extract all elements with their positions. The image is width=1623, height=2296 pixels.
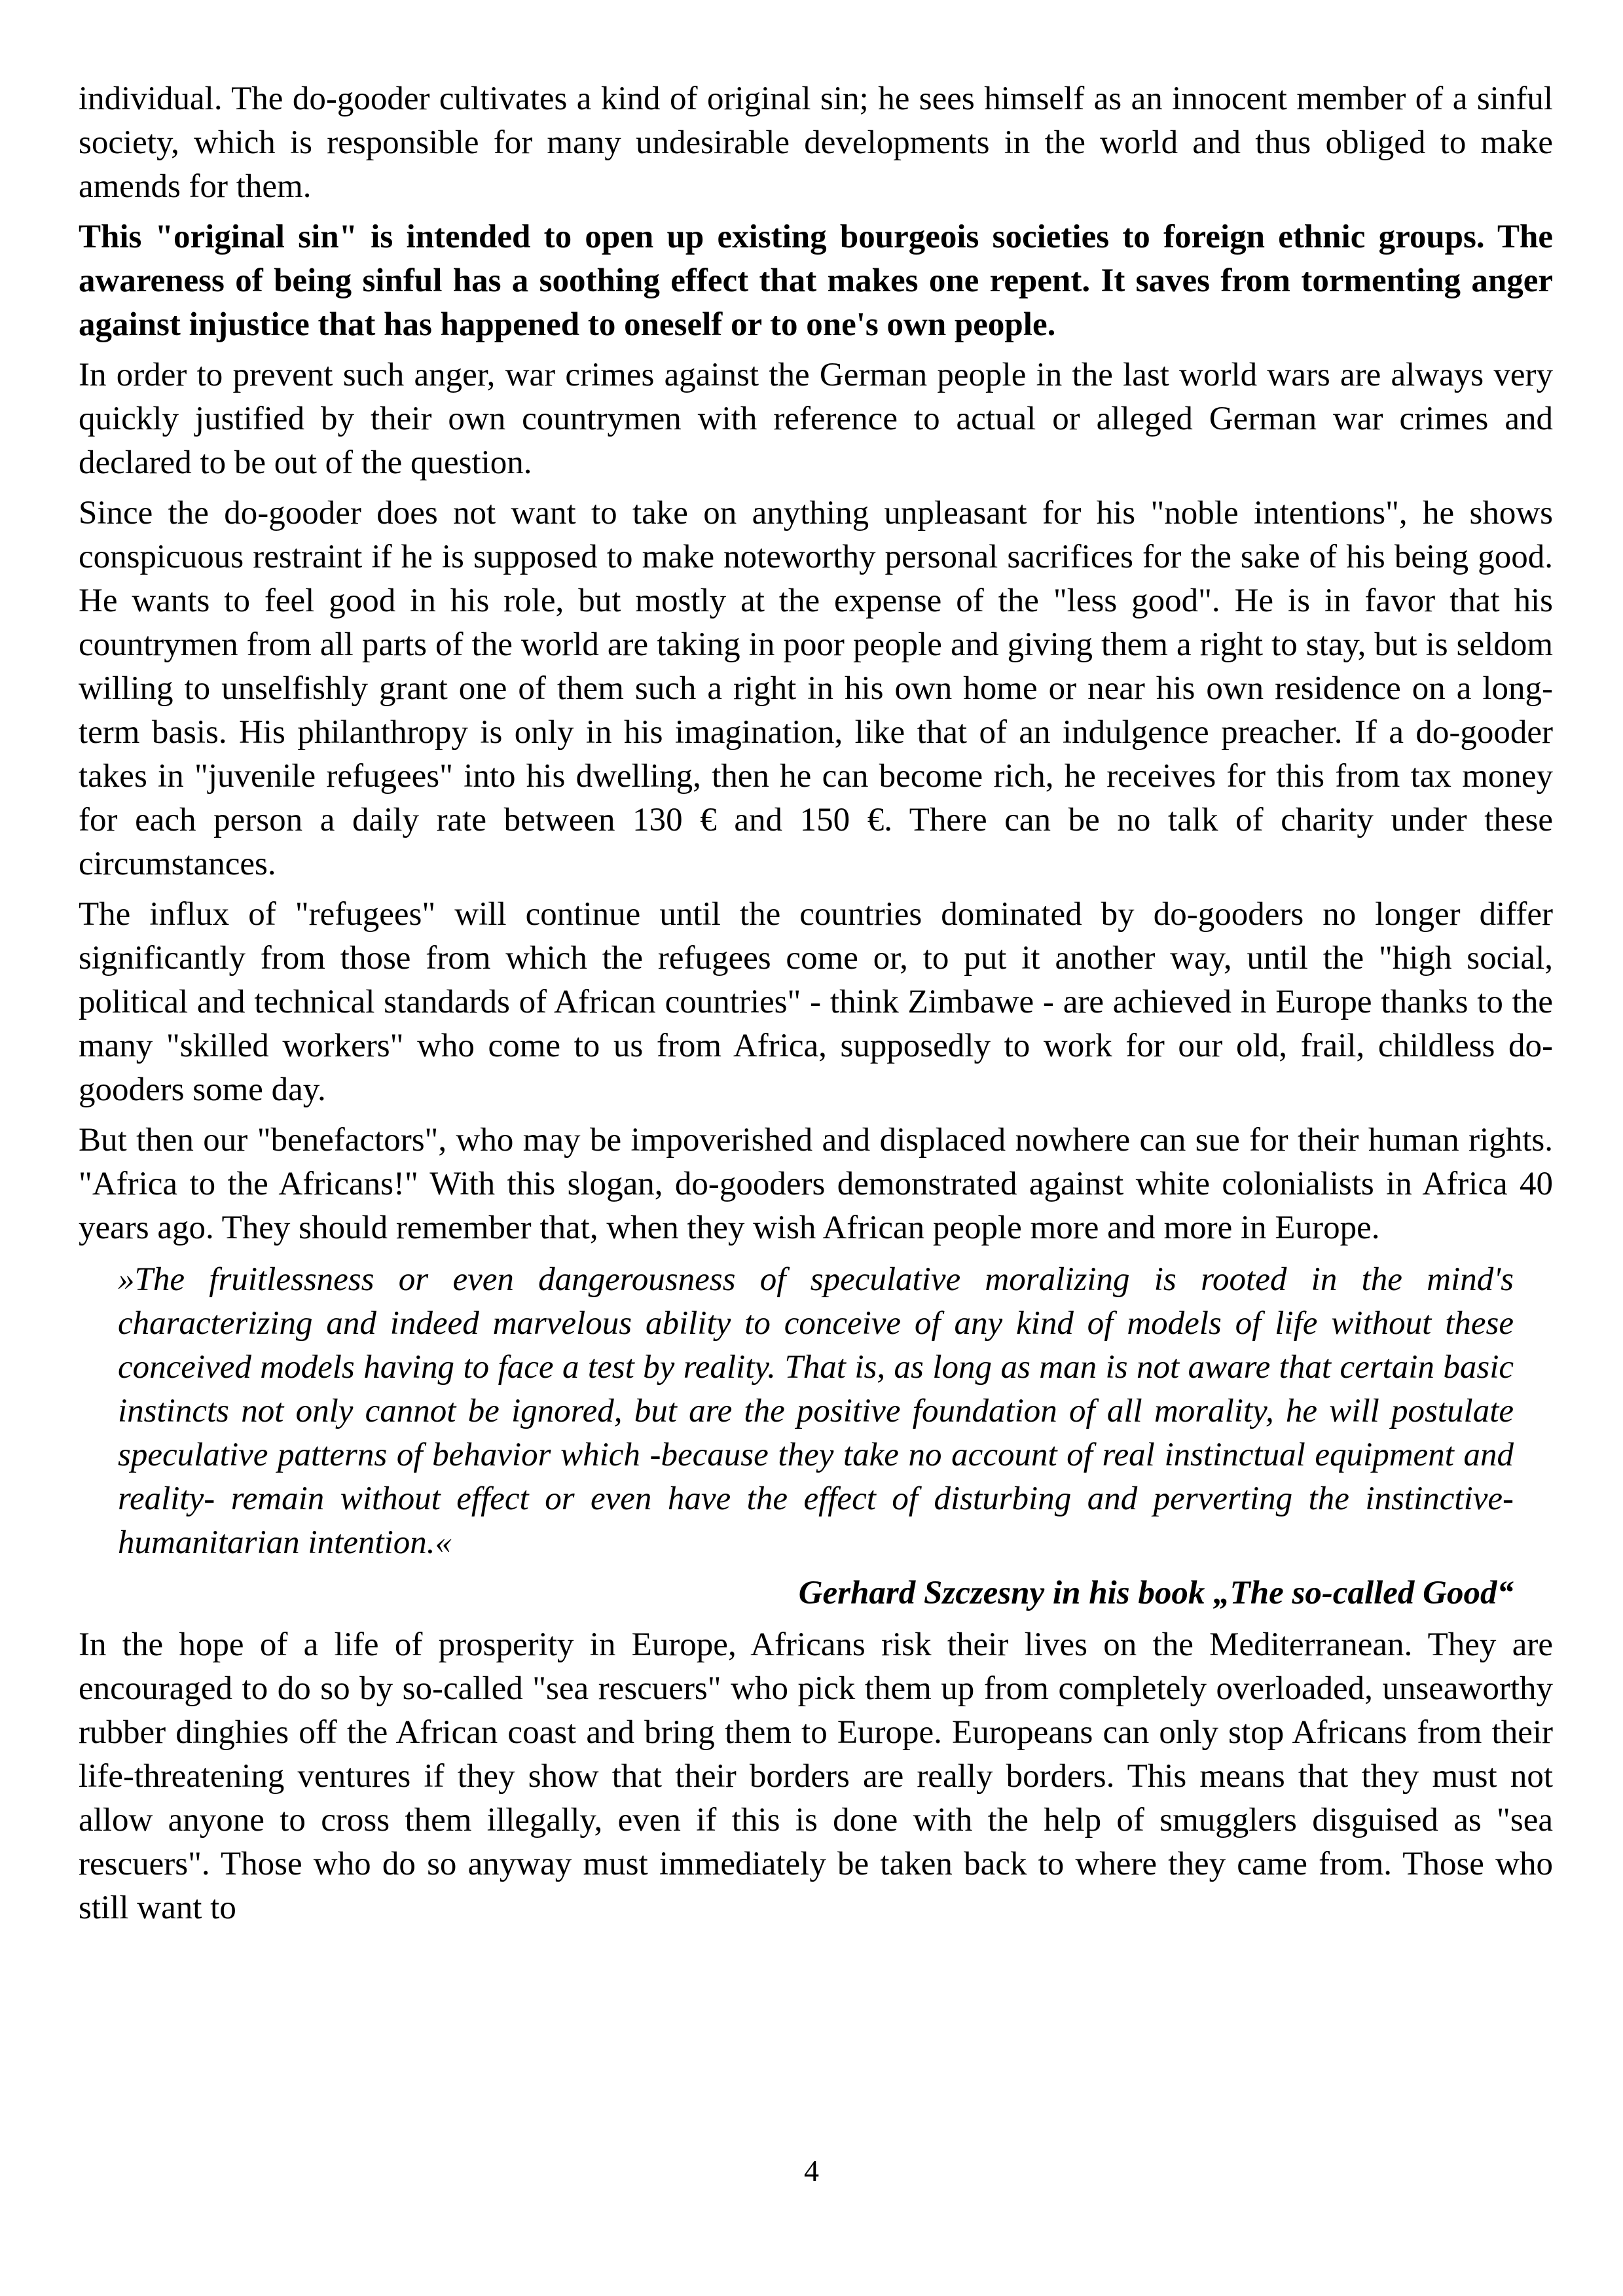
block-quote: »The fruitlessness or even dangerousness of speculative moralizing is rooted in the mind's characterizing and indeed marvelous ability to conceive of any kind of models of life without these conceived models having to face a test by reality. That is, as long as man is not aware that certain basic instincts not only cannot be ignored, but are the positive foundation of all morality, he will postulate speculative patterns of behavior which -because they take no account of real instinctual equipment and reality- remain without effect or even have the effect of disturbing and perverting the instinctive-humanitarian intention.« <box>118 1261 1514 1561</box>
paragraph: In the hope of a life of prosperity in Europe, Africans risk their lives on the Mediterranean. They are encouraged to do so by so-called "sea rescuers" who pick them up from completely overloaded, unseaworthy rubber dinghies off the African coast and bring them to Europe. Europeans can only stop Africans from their life-threatening ventures if they show that their borders are really borders. This means that they must not allow anyone to cross them illegally, even if this is done with the help of smugglers disguised as "sea rescuers". Those who do so anyway must immediately be taken back to where they came from. Those who still want to <box>79 1626 1553 1926</box>
paragraph: Since the do-gooder does not want to take on anything unpleasant for his "noble intentions", he shows conspicuous restraint if he is supposed to make noteworthy personal sacrifices for the sake of his being good. He wants to feel good in his role, but mostly at the expense of the "less good". He is in favor that his countrymen from all parts of the world are taking in poor people and giving them a right to stay, but is seldom willing to unselfishly grant one of them such a right in his own home or near his own residence on a long-term basis. His philanthropy is only in his imagination, like that of an indulgence preacher. If a do-gooder takes in "juvenile refugees" into his dwelling, then he can become rich, he receives for this from tax money for each person a daily rate between 130 € and 150 €. There can be no talk of charity under these circumstances. <box>79 495 1553 882</box>
paragraph: But then our "benefactors", who may be impoverished and displaced nowhere can sue for their human rights. "Africa to the Africans!" With this slogan, do-gooders demonstrated against white colonialists in Africa 40 years ago. They should remember that, when they wish African people more and more in Europe. <box>79 1122 1553 1246</box>
document-page <box>79 77 1553 1937</box>
bold-paragraph: This "original sin" is intended to open up existing bourgeois societies to foreign ethnic groups. The awareness of being sinful has a soothing effect that makes one repent. It saves from tormenting anger against injustice that has happened to oneself or to one's own people. <box>79 219 1553 343</box>
paragraph: The influx of "refugees" will continue until the countries dominated by do-gooders no longer differ significantly from those from which the refugees come or, to put it another way, until the "high social, political and technical standards of African countries" - think Zimbawe - are achieved in Europe thanks to the many "skilled workers" who come to us from Africa, supposedly to work for our old, frail, childless do-gooders some day. <box>79 896 1553 1108</box>
page-number: 4 <box>804 2154 819 2187</box>
quote-attribution: Gerhard Szczesny in his book „The so-called Good“ <box>798 1575 1514 1611</box>
paragraph: In order to prevent such anger, war crimes against the German people in the last world wars are always very quickly justified by their own countrymen with reference to actual or alleged German war crimes and declared to be out of the question. <box>79 357 1553 481</box>
paragraph: individual. The do-gooder cultivates a kind of original sin; he sees himself as an innocent member of a sinful society, which is responsible for many undesirable developments in the world and thus obliged to make amends for them. <box>79 81 1553 205</box>
